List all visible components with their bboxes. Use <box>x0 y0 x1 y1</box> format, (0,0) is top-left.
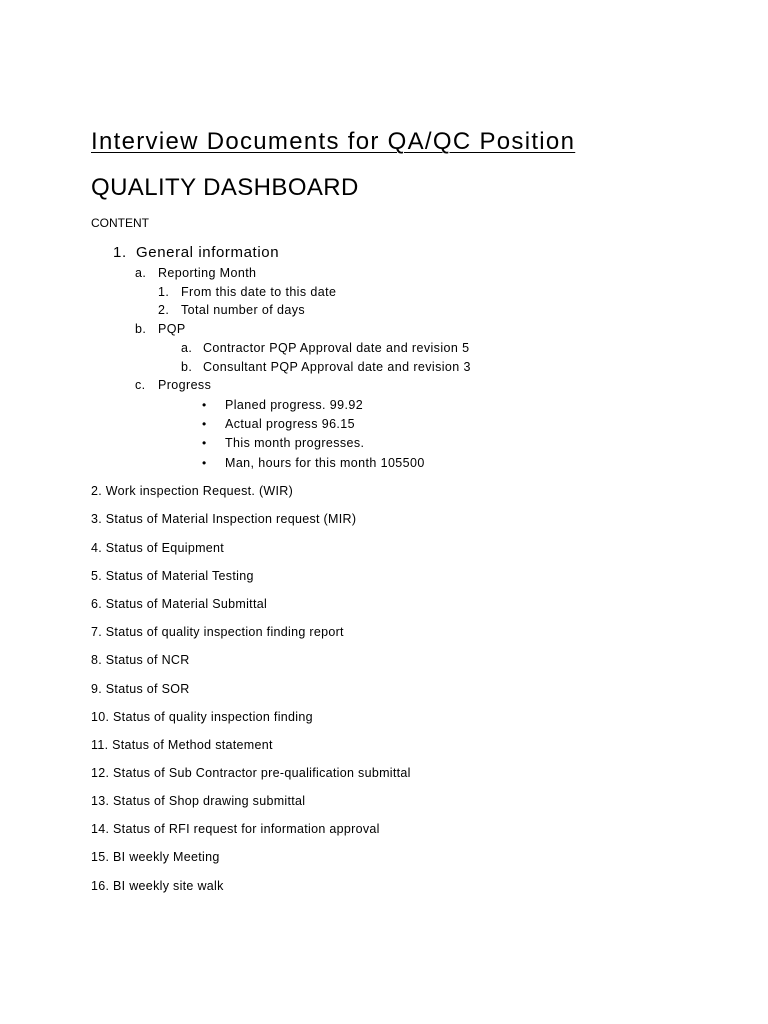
list-item: This month progresses. <box>225 436 365 450</box>
list-marker: b. <box>135 322 147 336</box>
list-item: 11. Status of Method statement <box>91 738 273 752</box>
list-item: 14. Status of RFI request for information approval <box>91 822 380 836</box>
list-item: 12. Status of Sub Contractor pre-qualification submittal <box>91 766 411 780</box>
list-marker: c. <box>135 378 146 392</box>
subsection-progress: Progress <box>158 378 212 392</box>
list-marker: a. <box>181 341 193 355</box>
subsection-pqp: PQP <box>158 322 186 336</box>
bullet-icon: • <box>202 398 207 412</box>
list-item: 16. BI weekly site walk <box>91 879 224 893</box>
list-item: From this date to this date <box>181 285 337 299</box>
list-item: 10. Status of quality inspection finding <box>91 710 313 724</box>
list-item: Total number of days <box>181 303 306 317</box>
bullet-icon: • <box>202 456 207 470</box>
list-item: 4. Status of Equipment <box>91 541 225 555</box>
bullet-icon: • <box>202 436 207 450</box>
section-number: 1. <box>113 244 127 261</box>
list-marker: 1. <box>158 285 170 299</box>
list-item: Contractor PQP Approval date and revision 5 <box>203 341 470 355</box>
list-item: 8. Status of NCR <box>91 653 190 667</box>
list-item: Planed progress. 99.92 <box>225 398 364 412</box>
document-title: Interview Documents for QA/QC Position <box>91 128 576 155</box>
list-item: 6. Status of Material Submittal <box>91 597 268 611</box>
list-item: 15. BI weekly Meeting <box>91 850 220 864</box>
list-item: Actual progress 96.15 <box>225 417 356 431</box>
list-item: 13. Status of Shop drawing submittal <box>91 794 306 808</box>
list-item: Man, hours for this month 105500 <box>225 456 425 470</box>
list-marker: 2. <box>158 303 170 317</box>
subsection-reporting-month: Reporting Month <box>158 266 257 280</box>
list-marker: b. <box>181 360 193 374</box>
list-item: 3. Status of Material Inspection request (MIR) <box>91 512 357 526</box>
list-item: 9. Status of SOR <box>91 682 190 696</box>
content-label: CONTENT <box>91 216 149 230</box>
list-item: Consultant PQP Approval date and revision 3 <box>203 360 471 374</box>
list-marker: a. <box>135 266 147 280</box>
dashboard-heading: QUALITY DASHBOARD <box>91 174 359 201</box>
list-item: 5. Status of Material Testing <box>91 569 254 583</box>
list-item: 2. Work inspection Request. (WIR) <box>91 484 294 498</box>
section-label: General information <box>136 244 280 261</box>
list-item: 7. Status of quality inspection finding report <box>91 625 344 639</box>
bullet-icon: • <box>202 417 207 431</box>
